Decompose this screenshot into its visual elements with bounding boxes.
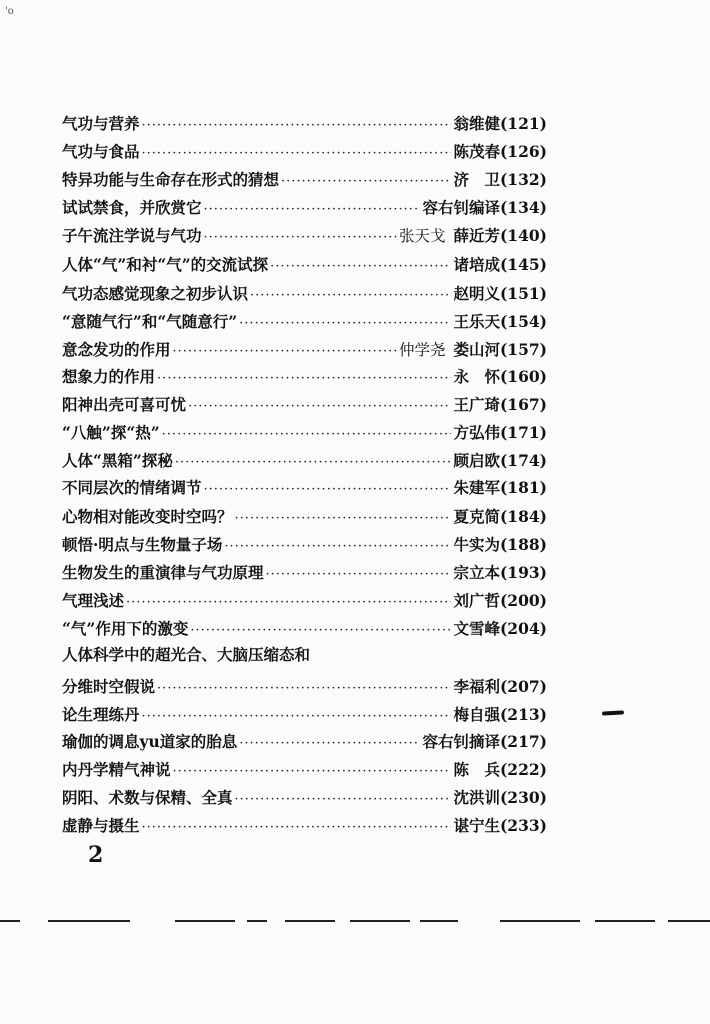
dot-leader (157, 681, 451, 696)
toc-entry-author: 赵明义 (453, 284, 500, 303)
toc-entry (62, 224, 547, 248)
toc-entry-author: 娄山河 (453, 340, 500, 359)
toc-entry-page: (233) (499, 816, 547, 835)
toc-entry-author: 容右钊编译 (422, 198, 500, 217)
toc-entry-page: (222) (499, 760, 547, 779)
toc-entry (62, 476, 547, 500)
dot-leader (204, 202, 421, 217)
toc-entry-page: (157) (499, 340, 547, 359)
dot-leader (235, 792, 452, 807)
toc-entry (62, 675, 547, 699)
toc-entry-title: 阴阳、术数与保精、全真 (62, 788, 233, 807)
toc-entry (62, 505, 547, 529)
dot-leader (175, 455, 452, 470)
toc-entry-author: 沈洪训 (453, 788, 500, 807)
dot-leader (204, 230, 397, 245)
dot-leader (142, 146, 452, 161)
dot-leader (162, 427, 452, 442)
toc-entry-author: 翁维健 (453, 114, 500, 133)
toc-entry-author: 牛实为 (453, 535, 500, 554)
dot-leader (239, 316, 451, 331)
page-number: 2 (88, 842, 104, 868)
toc-entry-author: 夏克简 (453, 507, 500, 526)
toc-entry-title: 气功与食品 (62, 142, 140, 161)
dot-leader (126, 595, 451, 610)
dot-leader (142, 118, 452, 133)
toc-entry-author: 永 怀 (453, 367, 500, 386)
toc-entry-author: 陈 兵 (453, 760, 500, 779)
toc-entry (62, 561, 547, 585)
toc-entry-title: 生物发生的重演律与气功原理 (62, 563, 264, 582)
toc-entry-coauthor: 张天戈 (398, 227, 446, 245)
corner-mark: 'o (5, 6, 14, 17)
toc-entry-page: (160) (499, 367, 547, 386)
toc-entry-author: 文雪峰 (453, 619, 500, 638)
toc-entry (62, 168, 547, 192)
dot-leader (224, 539, 451, 554)
dot-leader (142, 820, 452, 835)
toc-entry-page: (167) (499, 395, 547, 414)
toc-entry-page: (213) (499, 705, 547, 724)
toc-entry-author: 顾启欧 (453, 451, 500, 470)
toc-entry-title: 内丹学精气神说 (62, 760, 171, 779)
toc-entry-author: 王乐天 (453, 312, 500, 331)
toc-entry (62, 758, 547, 782)
toc-entry-page: (193) (499, 563, 547, 582)
toc-entry-title: 特异功能与生命存在形式的猜想 (62, 170, 280, 189)
toc-entry (62, 617, 547, 641)
dot-leader (250, 288, 451, 303)
toc-entry-title: 论生理练丹 (62, 705, 140, 724)
toc-entry (62, 533, 547, 557)
toc-entry-title: 虚静与摄生 (62, 816, 140, 835)
toc-entry-title: 心物相对能改变时空吗？ (62, 507, 233, 526)
dot-leader (204, 482, 452, 497)
toc-entry (62, 421, 547, 445)
toc-entry (62, 196, 547, 220)
dot-leader (188, 399, 451, 414)
dot-leader (239, 736, 420, 751)
page-edge-rules (0, 912, 710, 932)
toc-entry (62, 730, 547, 754)
toc-entry-author: 朱建军 (453, 478, 500, 497)
toc-entry (62, 703, 547, 727)
toc-entry (62, 814, 547, 838)
toc-entry (62, 449, 547, 473)
toc-entry-page: (171) (499, 423, 547, 442)
toc-entry-title: 顿悟·明点与生物量子场 (62, 535, 223, 554)
toc-entry-page: (207) (499, 677, 547, 696)
toc-entry-author: 王广琦 (453, 395, 500, 414)
toc-entry (62, 282, 547, 306)
dot-leader (281, 174, 451, 189)
toc-entry-title: 想象力的作用 (62, 367, 156, 386)
toc-entry (62, 140, 547, 164)
toc-entry-title: 人体“黑箱”探秘 (62, 451, 173, 470)
toc-entry-author: 济 卫 (453, 170, 500, 189)
toc-entry-page: (145) (499, 255, 547, 274)
toc-entry-title: 气功与营养 (62, 114, 140, 133)
toc-entry-page: (200) (499, 591, 547, 610)
toc-entry-page: (126) (499, 142, 547, 161)
toc-entry (62, 365, 547, 389)
toc-entry-page: (230) (499, 788, 547, 807)
toc-entry (62, 589, 547, 613)
dot-leader (142, 709, 452, 724)
toc-entry-page: (174) (499, 451, 547, 470)
toc-entry-title: 试试禁食，并欣赏它 (62, 198, 202, 217)
toc-entry-page: (181) (499, 478, 547, 497)
toc-entry-title: “气”作用下的激变 (62, 619, 189, 638)
ink-mark (602, 710, 624, 715)
toc-entry-title: “意随气行”和“气随意行” (62, 312, 238, 331)
toc-entry-author: 陈茂春 (453, 142, 500, 161)
dot-leader (270, 259, 451, 274)
toc-entry-title: 人体“气”和衬“气”的交流试探 (62, 255, 269, 274)
toc-entry (62, 253, 547, 277)
toc-entry-page: (217) (499, 732, 547, 751)
toc-entry-author: 宗立本 (453, 563, 500, 582)
toc-entry-author: 谌宁生 (453, 816, 500, 835)
toc-entry-title: 瑜伽的调息yu道家的胎息 (62, 732, 238, 751)
toc-entry (62, 786, 547, 810)
toc-entry-title: 不同层次的情绪调节 (62, 478, 202, 497)
toc-entry (62, 393, 547, 417)
toc-entry-page: (188) (499, 535, 547, 554)
toc-entry-author: 诸培成 (453, 255, 500, 274)
toc-entry-title: 分维时空假说 (62, 677, 156, 696)
toc-entry-author: 刘广哲 (453, 591, 500, 610)
toc-entry-page: (132) (499, 170, 547, 189)
toc-entry-page: (134) (499, 198, 547, 217)
toc-entry-title: 气理浅述 (62, 591, 125, 610)
toc-entry-title: “八触”探“热” (62, 423, 160, 442)
toc-entry-author: 薛近芳 (453, 226, 500, 245)
dot-leader (235, 511, 452, 526)
toc-entry-author: 梅自强 (453, 705, 500, 724)
toc-entry-title: 子午流注学说与气功 (62, 226, 202, 245)
dot-leader (190, 623, 451, 638)
toc-entry-page: (154) (499, 312, 547, 331)
toc-entry (62, 338, 547, 362)
toc-entry-author: 李福利 (453, 677, 500, 696)
dot-leader (266, 567, 452, 582)
toc-entry-title: 意念发功的作用 (62, 340, 171, 359)
toc-entry-page: (204) (499, 619, 547, 638)
toc-entry-title: 气功态感觉现象之初步认识 (62, 284, 249, 303)
toc-entry-title-line1: 人体科学中的超光合、大脑压缩态和 (62, 645, 311, 664)
toc-entry-title: 阳神出壳可喜可忧 (62, 395, 187, 414)
dot-leader (173, 344, 397, 359)
toc-entry-author: 方弘伟 (453, 423, 500, 442)
toc-entry-page: (121) (499, 114, 547, 133)
toc-entry-coauthor: 仲学尧 (398, 341, 446, 359)
toc-entry-page: (184) (499, 507, 547, 526)
toc-entry-page: (151) (499, 284, 547, 303)
toc-entry-author: 容右钊摘译 (422, 732, 500, 751)
toc-entry (62, 112, 547, 136)
toc-entry (62, 310, 547, 334)
dot-leader (157, 371, 451, 386)
toc-entry-page: (140) (499, 226, 547, 245)
dot-leader (173, 764, 452, 779)
